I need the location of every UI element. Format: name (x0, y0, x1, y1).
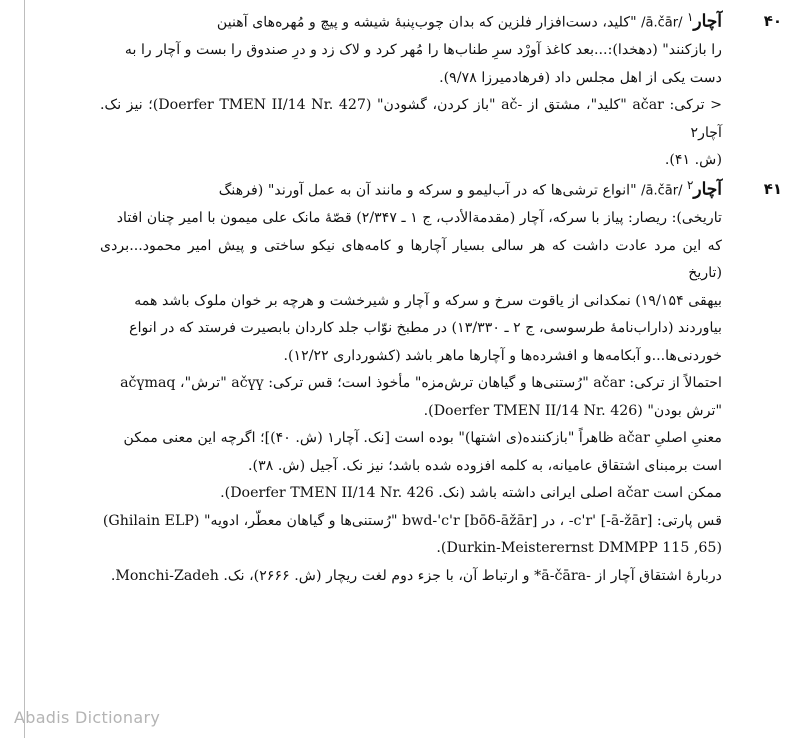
definition-text: "کلید، دست‌افزار فلزین که بدان چوب‌پنبهٔ شیشه و پیچ و مُهره‌های آهنین (216, 14, 637, 31)
transliteration: /ā.čār/ (641, 183, 683, 199)
entry-41 (100, 172, 722, 590)
definition-text: "انواع ترشی‌ها که در آب‌لیمو و سرکه و مانند آن به عمل آورند" (فرهنگ (218, 182, 637, 199)
note-text: قس پارتی: [ā-žār-] 'c'r- ، در [bōδ-āžār] bwd-'c'r "رُستنی‌ها و گیاهان معطّر، ادویه" (Ghilain ELP) (102, 512, 722, 529)
note-text: است برمبنای اشتقاق عامیانه، به کلمه افزوده شده باشد؛ نیز نک. آجیل (ش. ۳۸). (248, 457, 722, 474)
definition-text: که این مرد عادت داشت که هر سالی بسیار آچارها و کامه‌های نیکو ساختی و پیش امیر محمود...بردی (تاریخ (100, 237, 722, 282)
headword: آچار (693, 11, 722, 32)
definition-text: تاریخی): ریصار: پیاز با سرکه، آچار (مقدمةالأدب، ج ۱ ـ ۲/۳۴۷) قصّهٔ مانک علی میمون با امیر چنان افتاد (116, 210, 722, 227)
headword-superscript: ۲ (687, 178, 694, 192)
note-text: "ترش بودن" (Doerfer TMEN II/14 Nr. 426). (423, 402, 722, 419)
headword-superscript: ۱ (687, 10, 694, 24)
entry-41-line-1 (100, 172, 722, 205)
definition-text: خوردنی‌ها...و آبکامه‌ها و افشرده‌ها و آچارها ماهر باشد (کشورداری ۱۲/۲۲). (283, 347, 722, 364)
definition-text: بیهقی ۱۹/۱۵۴) نمکدانی از یاقوت سرخ و سرکه و آچار و شیرخشت و هرچه بر خوان ملوک باشد همه (134, 292, 722, 309)
definition-text: را بازکنند" (دهخدا):...بعد کاغذ آورْد سرِ طناب‌ها را مُهر کرد و لاک زد و درِ صندوق را بست و آچار را به (124, 42, 722, 59)
entry-40-line-1 (100, 4, 722, 37)
transliteration: /ā.čār/ (641, 15, 683, 31)
note-text: معنیِ اصلیِ ačar ظاهراً "بازکننده(ی اشتها)" بوده است [نک. آچار۱ (ش. ۴۰)]؛ اگرچه این معنی ممکن (123, 430, 722, 447)
definition-text: بیاوردند (داراب‌نامهٔ طرسوسی، ج ۲ ـ ۱۳/۳۳۰) در مطبخ نوّاب جلد کاردان بابصیرت فرستد که در انواع (129, 320, 722, 337)
note-text: دربارهٔ اشتقاق آچار از -ā-čāra* و ارتباط آن، با جزء دوم لغت ریچار (ش. ۲۶۶۶)، نک. Monchi-Zadeh. (110, 567, 722, 584)
etymology-text: < ترکی: ačar "کلید"، مشتق از -ač "باز کردن، گشودن" (Doerfer TMEN II/14 Nr. 427)؛ نیز نک. آچار۲ (100, 97, 723, 141)
headword: آچار (693, 179, 722, 200)
etymology-text: (ش. ۴۱). (664, 152, 722, 169)
entry-number-40: ۴۰ (763, 12, 782, 30)
note-text: (65, Durkin-Meisterernst DMMPP 115). (436, 540, 722, 557)
definition-text: دست یکی از اهل مجلس داد (فرهادمیرزا ۹/۷۸). (439, 69, 722, 86)
margin-rule (24, 0, 25, 738)
note-text: ممکن است ačar اصلی ایرانی داشته باشد (نک. Doerfer TMEN II/14 Nr. 426). (220, 485, 722, 502)
watermark: Abadis Dictionary (14, 708, 161, 727)
entry-40 (100, 4, 722, 175)
note-text: احتمالاً از ترکی: ačar "رُستنی‌ها و گیاهان ترش‌مزه" مأخوذ است؛ قس ترکی: ačүү "ترش"، ačүmaq (120, 375, 722, 392)
entry-number-41: ۴۱ (763, 180, 782, 198)
